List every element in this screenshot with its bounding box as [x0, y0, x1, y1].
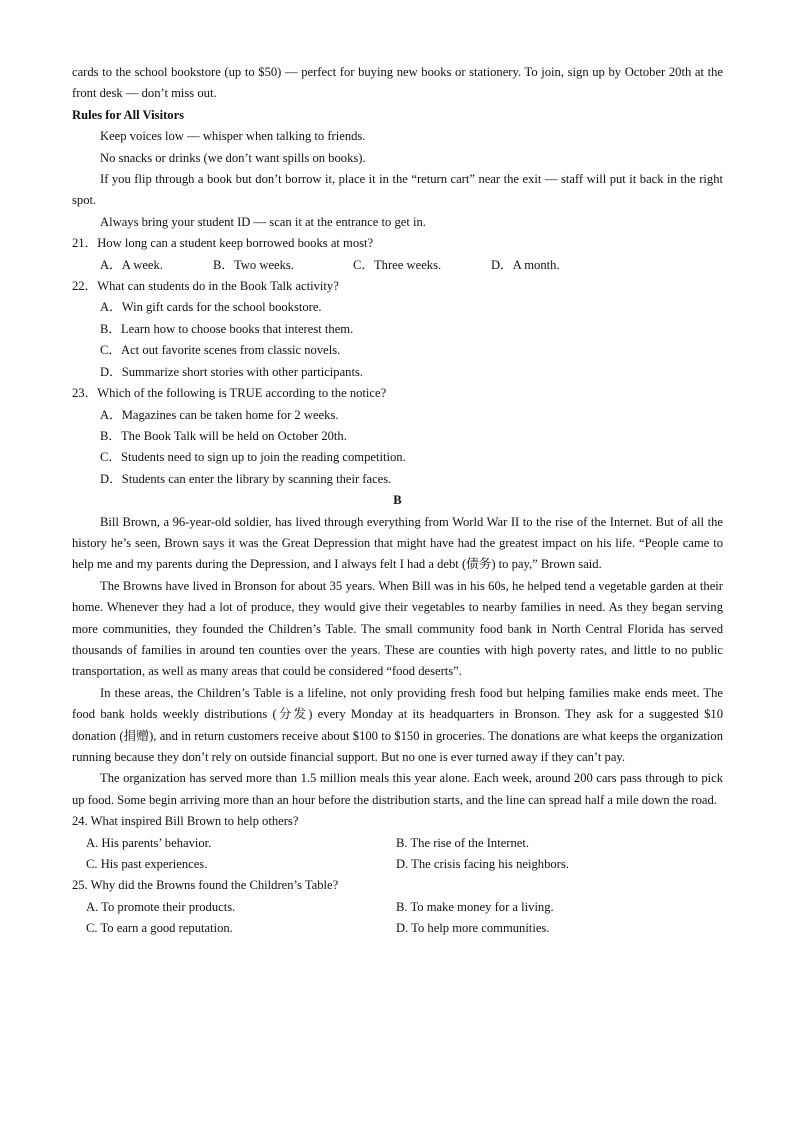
rule-item: If you flip through a book but don’t borrow it, place it in the “return cart” near the exit — staff will put it back in the right spot.: [72, 172, 723, 208]
passage-paragraph: The Browns have lived in Bronson for about 35 years. When Bill was in his 60s, he helped tend a vegetable garden at their home. Whenever they had a lot of produce, they would give their vegetables to nearby families in need. As they began serving more communities, they founded the Children’s Table. The small community food bank in North Central Florida has served thousands of families in around ten counties over the years. These are counties with high poverty rates, and little to no public transportation, as well as many areas that could be considered “food deserts”.: [72, 578, 723, 679]
question-21-options: [72, 255, 723, 276]
option-b: B．Learn how to choose books that interest them.: [100, 321, 354, 336]
option-a: A．A week.: [100, 257, 163, 272]
passage-paragraph: In these areas, the Children’s Table is a lifeline, not only providing fresh food but helping families make ends meet. The food bank holds weekly distributions (分发) every Monday at its headquarters in Bronson. They ask for a suggested $10 donation (捐赠), and in return customers receive about $100 to $150 in groceries. The donations are what keeps the organization running because they don’t rely on outside financial support. But no one is ever turned away if they can’t pay.: [72, 685, 723, 764]
passage-paragraph: Bill Brown, a 96-year-old soldier, has lived through everything from World War II to the rise of the Internet. But of all the history he’s seen, Brown says it was the Great Depression that might have had the greatest impact on his life. “People came to help me and my parents during the Depression, and I always felt I had a debt (债务) to pay,” Brown said.: [72, 514, 723, 572]
question-24-stem: 24. What inspired Bill Brown to help others?: [72, 814, 299, 829]
question-25-options-row2: [72, 918, 723, 939]
rule-item: Always bring your student ID — scan it at the entrance to get in.: [100, 214, 426, 229]
option-c: C. His past experiences.: [86, 857, 208, 872]
option-b: B. To make money for a living.: [396, 899, 554, 914]
question-22-stem: 22．What can students do in the Book Talk activity?: [72, 279, 339, 294]
question-23-stem: 23．Which of the following is TRUE according to the notice?: [72, 386, 387, 401]
section-b-label: B: [393, 493, 402, 508]
option-b: B．The Book Talk will be held on October 20th.: [100, 428, 347, 443]
question-25-options-row1: [72, 897, 723, 918]
question-25-stem: 25. Why did the Browns found the Children’s Table?: [72, 878, 339, 893]
option-d: D．A month.: [491, 257, 560, 272]
option-d: D．Summarize short stories with other participants.: [100, 364, 364, 379]
option-c: C. To earn a good reputation.: [86, 921, 233, 936]
option-c: C．Act out favorite scenes from classic novels.: [100, 343, 341, 358]
passage-paragraph: The organization has served more than 1.5 million meals this year alone. Each week, around 200 cars pass through to pick up food. Some begin arriving more than an hour before the distribution starts, and the line can spread half a mile down the road.: [72, 771, 723, 807]
option-c: C．Three weeks.: [353, 257, 442, 272]
rule-item: No snacks or drinks (we don’t want spills on books).: [100, 150, 366, 165]
rules-heading: Rules for All Visitors: [72, 107, 185, 122]
option-b: B．Two weeks.: [213, 257, 294, 272]
option-c: C．Students need to sign up to join the reading competition.: [100, 450, 406, 465]
question-24-options-row2: [72, 854, 723, 875]
rule-item: Keep voices low — whisper when talking to friends.: [100, 129, 366, 144]
option-a: A. To promote their products.: [86, 899, 236, 914]
option-a: A．Win gift cards for the school bookstore.: [100, 300, 322, 315]
exam-page: [72, 62, 723, 940]
question-21-stem: 21．How long can a student keep borrowed books at most?: [72, 236, 374, 251]
intro-text: cards to the school bookstore (up to $50) — perfect for buying new books or stationery. To join, sign up by October 20th at the front desk — don’t miss out.: [72, 65, 723, 101]
option-b: B. The rise of the Internet.: [396, 835, 530, 850]
option-a: A. His parents’ behavior.: [86, 835, 212, 850]
option-d: D. The crisis facing his neighbors.: [396, 857, 569, 872]
option-a: A．Magazines can be taken home for 2 weeks.: [100, 407, 339, 422]
option-d: D．Students can enter the library by scanning their faces.: [100, 471, 392, 486]
question-24-options-row1: [72, 833, 723, 854]
option-d: D. To help more communities.: [396, 921, 550, 936]
